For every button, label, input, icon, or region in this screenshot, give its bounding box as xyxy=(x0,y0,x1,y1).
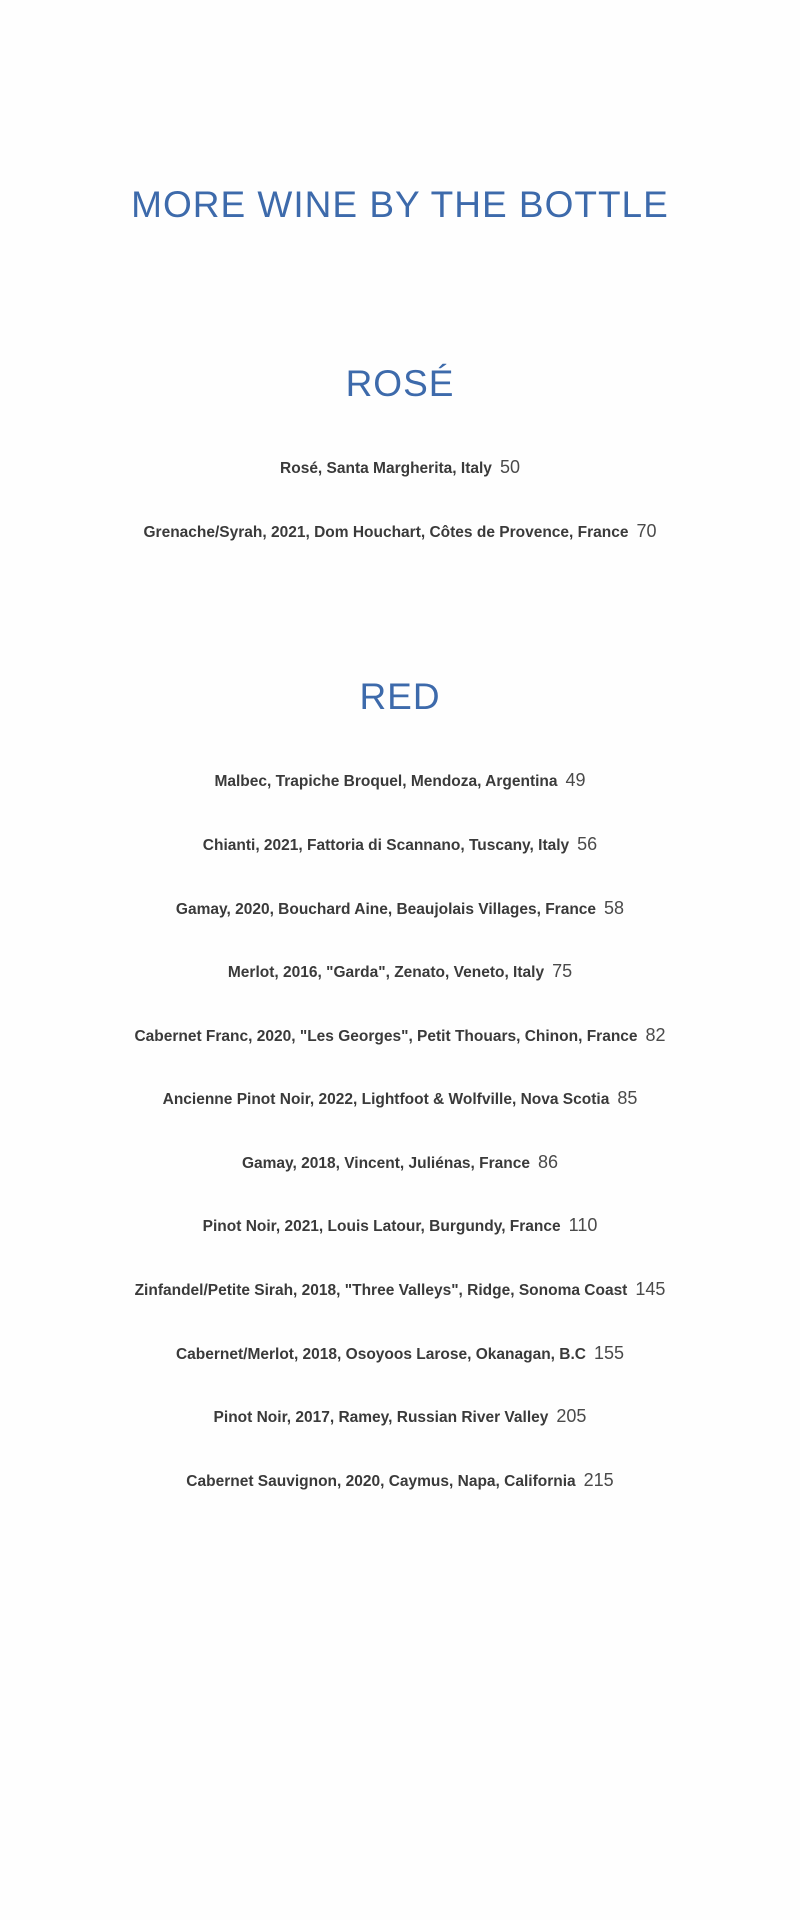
list-item xyxy=(0,455,800,481)
wine-price: 50 xyxy=(499,457,520,477)
list-item xyxy=(0,1404,800,1430)
list-item xyxy=(0,519,800,545)
wine-name: Chianti, 2021, Fattoria di Scannano, Tuscany, Italy xyxy=(202,837,570,854)
wine-price: 155 xyxy=(593,1343,625,1363)
wine-name: Cabernet Franc, 2020, "Les Georges", Petit Thouars, Chinon, France xyxy=(134,1028,638,1045)
list-item xyxy=(0,1086,800,1112)
wine-price: 86 xyxy=(538,1152,559,1172)
list-item xyxy=(0,1023,800,1049)
list-item xyxy=(0,896,800,922)
list-item xyxy=(0,1213,800,1239)
section-heading-red: RED xyxy=(359,676,441,717)
wine-price: 110 xyxy=(568,1215,598,1235)
wine-price: 215 xyxy=(583,1470,614,1490)
wine-name: Pinot Noir, 2021, Louis Latour, Burgundy, France xyxy=(202,1218,561,1235)
list-item xyxy=(0,1468,800,1494)
wine-name: Rosé, Santa Margherita, Italy xyxy=(280,460,492,477)
wine-name: Zinfandel/Petite Sirah, 2018, "Three Valleys", Ridge, Sonoma Coast xyxy=(134,1282,628,1299)
wine-name: Pinot Noir, 2017, Ramey, Russian River Valley xyxy=(213,1409,549,1426)
list-item xyxy=(0,959,800,985)
wine-name: Cabernet/Merlot, 2018, Osoyoos Larose, Okanagan, B.C xyxy=(175,1346,586,1363)
wine-name: Gamay, 2020, Bouchard Aine, Beaujolais Villages, France xyxy=(175,901,597,918)
menu-title: MORE WINE BY THE BOTTLE xyxy=(131,184,669,225)
list-item xyxy=(0,1341,800,1367)
wine-price: 49 xyxy=(565,770,586,790)
wine-price: 58 xyxy=(604,898,625,918)
section-heading-rose: ROSÉ xyxy=(345,363,455,404)
list-item xyxy=(0,1277,800,1303)
wine-name: Ancienne Pinot Noir, 2022, Lightfoot & Wolfville, Nova Scotia xyxy=(162,1091,610,1108)
wine-name: Merlot, 2016, "Garda", Zenato, Veneto, Italy xyxy=(227,964,545,981)
wine-name: Malbec, Trapiche Broquel, Mendoza, Argentina xyxy=(214,773,558,790)
wine-name: Cabernet Sauvignon, 2020, Caymus, Napa, California xyxy=(186,1473,576,1490)
wine-price: 56 xyxy=(577,834,598,854)
wine-price: 70 xyxy=(636,521,657,541)
list-item xyxy=(0,1150,800,1176)
wine-price: 145 xyxy=(635,1279,666,1299)
wine-price: 85 xyxy=(617,1088,638,1108)
wine-price: 205 xyxy=(556,1406,587,1426)
list-item xyxy=(0,832,800,858)
wine-name: Grenache/Syrah, 2021, Dom Houchart, Côtes de Provence, France xyxy=(143,524,629,541)
wine-price: 75 xyxy=(552,961,573,981)
wine-name: Gamay, 2018, Vincent, Juliénas, France xyxy=(241,1155,530,1172)
wine-price: 82 xyxy=(645,1025,666,1045)
list-item xyxy=(0,768,800,794)
